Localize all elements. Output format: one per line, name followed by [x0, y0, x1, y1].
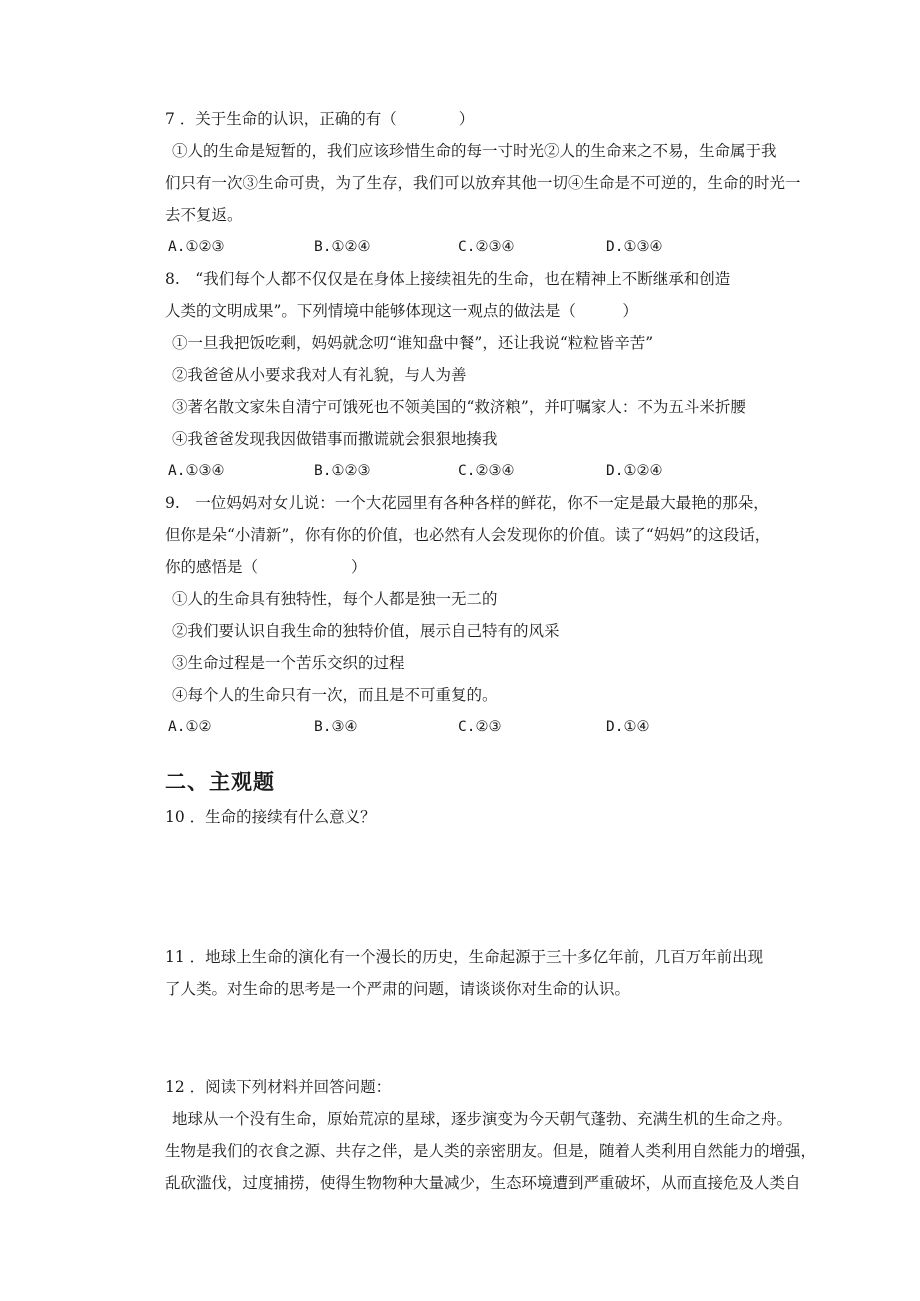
q11-line-2: 了人类。对生命的思考是一个严肃的问题，请谈谈你对生命的认识。 [165, 980, 631, 998]
q7-stem: 7 ．关于生命的认识，正确的有（ ） [165, 110, 475, 128]
q8-item-3: ③著名散文家朱自清宁可饿死也不领美国的“救济粮”，并叮嘱家人：不为五斗米折腰 [172, 398, 746, 416]
q12-material-line-1: 地球从一个没有生命，原始荒凉的星球，逐步演变为今天朝气蓬勃、充满生机的生命之舟。 [172, 1110, 793, 1128]
q9-item-3: ③生命过程是一个苦乐交织的过程 [172, 654, 405, 672]
q8-item-2: ②我爸爸从小要求我对人有礼貌，与人为善 [172, 366, 467, 384]
q11-line-1: 11 ．地球上生命的演化有一个漫长的历史，生命起源于三十多亿年前，几百万年前出现 [165, 948, 764, 966]
q8-option-d: D.①②④ [606, 463, 663, 479]
q7-text-line-3: 去不复返。 [165, 206, 243, 224]
q9-option-c: C.②③ [458, 719, 502, 735]
q8-option-a: A.①③④ [168, 463, 225, 479]
q12-material-line-2: 生物是我们的衣食之源、共存之伴，是人类的亲密朋友。但是，随着人类利用自然能力的增强， [165, 1142, 817, 1160]
q9-option-a: A.①② [168, 719, 212, 735]
q8-option-c: C.②③④ [458, 463, 515, 479]
q7-text-line-1: ①人的生命是短暂的，我们应该珍惜生命的每一寸时光②人的生命来之不易，生命属于我 [172, 142, 777, 160]
q9-stem-line-3: 你的感悟是（ ） [165, 558, 367, 576]
q8-stem-line-1: 8. “我们每个人都不仅仅是在身体上接续祖先的生命，也在精神上不断继承和创造 [165, 270, 731, 288]
q7-option-b: B.①②④ [314, 239, 371, 255]
q10-stem: 10 ．生命的接续有什么意义？ [165, 808, 376, 826]
q9-item-2: ②我们要认识自我生命的独特价值，展示自己特有的风采 [172, 622, 560, 640]
q7-option-c: C.②③④ [458, 239, 515, 255]
q9-option-d: D.①④ [606, 719, 650, 735]
q8-option-b: B.①②③ [314, 463, 371, 479]
q8-stem-line-2: 人类的文明成果”。下列情境中能够体现这一观点的做法是（ ） [165, 302, 638, 320]
q9-option-b: B.③④ [314, 719, 358, 735]
q12-material-line-3: 乱砍滥伐，过度捕捞，使得生物物种大量减少，生态环境遭到严重破坏，从而直接危及人类自 [165, 1174, 801, 1192]
q9-item-1: ①人的生命具有独特性，每个人都是独一无二的 [172, 590, 498, 608]
q9-item-4: ④每个人的生命只有一次，而且是不可重复的。 [172, 686, 498, 704]
q9-stem-line-2: 但你是朵“小清新”，你有你的价值，也必然有人会发现你的价值。读了“妈妈”的这段话， [165, 526, 771, 544]
q7-text-line-2: 们只有一次③生命可贵，为了生存，我们可以放弃其他一切④生命是不可逆的，生命的时光一 [165, 174, 801, 192]
q9-stem-line-1: 9. 一位妈妈对女儿说：一个大花园里有各种各样的鲜花，你不一定是最大最艳的那朵， [165, 494, 769, 512]
q12-stem: 12 ．阅读下列材料并回答问题： [165, 1078, 392, 1096]
q7-option-d: D.①③④ [606, 239, 663, 255]
q7-option-a: A.①②③ [168, 239, 225, 255]
q8-item-1: ①一旦我把饭吃剩，妈妈就念叨“谁知盘中餐”，还让我说“粒粒皆辛苦” [172, 334, 654, 352]
q8-item-4: ④我爸爸发现我因做错事而撒谎就会狠狠地揍我 [172, 430, 498, 448]
section-title: 二、主观题 [165, 770, 275, 794]
